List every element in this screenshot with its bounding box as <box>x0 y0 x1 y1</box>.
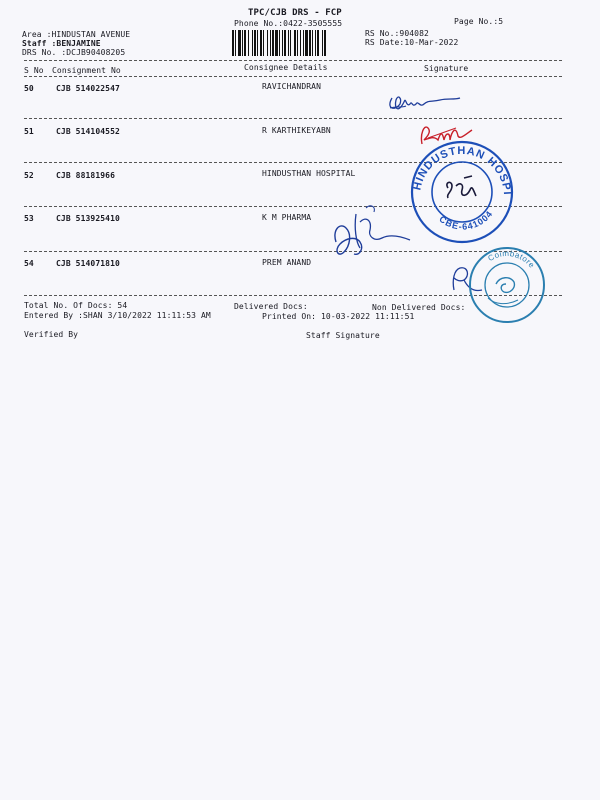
row-consignment: CJB 513925410 <box>56 214 120 223</box>
entered-by: Entered By :SHAN 3/10/2022 11:11:53 AM <box>24 311 211 320</box>
row-sno: 54 <box>24 259 34 268</box>
col-header-signature: Signature <box>424 64 469 73</box>
divider <box>24 76 562 77</box>
rs-date: RS Date:10-Mar-2022 <box>365 38 459 47</box>
row-consignee: K M PHARMA <box>262 213 312 222</box>
row-consignee: RAVICHANDRAN <box>262 82 321 91</box>
svg-text:HINDUSTHAN HOSPITAL: HINDUSTHAN HOSPITAL <box>399 127 514 196</box>
printed-on: Printed On: 10-03-2022 11:11:51 <box>262 312 415 321</box>
pharmacy-stamp <box>466 244 548 326</box>
barcode <box>232 30 362 56</box>
svg-text:Coimbatore: Coimbatore <box>486 248 537 270</box>
col-header-consignee: Consignee Details <box>244 63 328 72</box>
staff-signature-label: Staff Signature <box>306 331 380 340</box>
row-consignee: R KARTHIKEYABN <box>262 126 331 135</box>
row-consignment: CJB 514104552 <box>56 127 120 136</box>
row-consignment: CJB 88181966 <box>56 171 115 180</box>
staff-field: Staff :BENJAMINE <box>22 39 101 48</box>
area-field: Area :HINDUSTAN AVENUE <box>22 30 131 39</box>
row-sno: 51 <box>24 127 34 136</box>
row-divider <box>24 118 562 119</box>
drs-number: DRS No. :DCJB90408205 <box>22 48 126 57</box>
signature-km-pharma <box>330 202 420 262</box>
non-delivered-docs: Non Delivered Docs: <box>372 303 466 312</box>
hospital-stamp <box>399 127 520 248</box>
row-consignment: CJB 514071810 <box>56 259 120 268</box>
phone-number: Phone No.:0422-3505555 <box>234 19 343 28</box>
row-sno: 52 <box>24 171 34 180</box>
page-number: Page No.:5 <box>454 17 504 26</box>
report-title: TPC/CJB DRS - FCP <box>248 8 342 18</box>
signature-ravichandran <box>384 86 464 120</box>
row-sno: 53 <box>24 214 34 223</box>
rs-number: RS No.:904082 <box>365 29 429 38</box>
col-header-consignment: Consignment No <box>52 66 121 75</box>
col-header-sno: S No <box>24 66 44 75</box>
row-consignment: CJB 514022547 <box>56 84 120 93</box>
row-sno: 50 <box>24 84 34 93</box>
total-docs: Total No. Of Docs: 54 <box>24 301 128 310</box>
svg-text:CBE-641004: CBE-641004 <box>437 208 495 232</box>
verified-by: Verified By <box>24 330 79 339</box>
delivered-docs: Delivered Docs: <box>234 302 308 311</box>
row-consignee: HINDUSTHAN HOSPITAL <box>262 169 356 178</box>
row-consignee: PREM ANAND <box>262 258 312 267</box>
divider <box>24 60 562 61</box>
